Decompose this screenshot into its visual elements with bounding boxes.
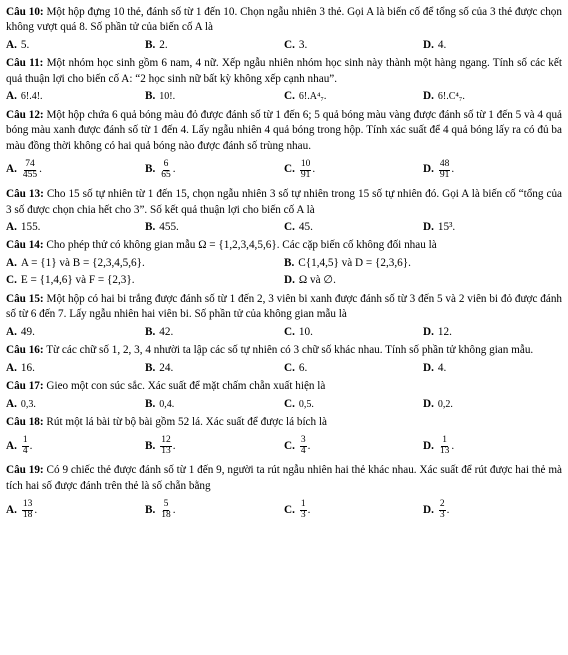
fraction-denominator: 18 bbox=[22, 509, 33, 520]
option-letter: A. bbox=[6, 163, 17, 176]
options-row bbox=[6, 325, 562, 340]
option-suffix: . bbox=[172, 503, 176, 516]
question-17 bbox=[6, 379, 562, 412]
option-suffix: . bbox=[34, 503, 38, 516]
option-value: 0,2. bbox=[437, 398, 453, 410]
question-label: Câu 18: bbox=[6, 415, 44, 428]
option-letter: A. bbox=[6, 439, 17, 452]
question-label: Câu 14: bbox=[6, 239, 44, 252]
option-c bbox=[284, 220, 423, 235]
fraction bbox=[22, 436, 29, 457]
option-letter: A. bbox=[6, 38, 17, 51]
option-value: 24. bbox=[159, 361, 174, 374]
option-letter: A. bbox=[6, 90, 17, 103]
option-letter: B. bbox=[145, 220, 156, 233]
option-letter: C. bbox=[284, 90, 295, 103]
option-value: 0,4. bbox=[159, 398, 175, 410]
option-b bbox=[145, 325, 284, 340]
option-letter: B. bbox=[145, 361, 156, 374]
question-body: Có 9 chiếc thẻ được đánh số từ 1 đến 9, người ta rút ngẫu nhiên hai thẻ khác nhau. Xác suất để rút được hai thẻ mà tích hai số được đánh trên thẻ là số chẵn bằng bbox=[6, 464, 562, 492]
option-value: 6!.A⁴₇. bbox=[298, 91, 327, 103]
option-suffix: . bbox=[307, 503, 311, 516]
option-suffix: . bbox=[172, 439, 176, 452]
question-body: Một nhóm học sinh gồm 6 nam, 4 nữ. Xếp ngẫu nhiên nhóm học sinh này thành một hàng ngang. Tính số các kết quả thuận lợi cho biến cố A: “2 học sinh nữ bất kỳ không xếp cạnh nhau”. bbox=[6, 57, 562, 85]
option-value: 2. bbox=[159, 38, 168, 51]
fraction-denominator: 65 bbox=[161, 169, 171, 180]
fraction-numerator: 1 bbox=[442, 434, 448, 445]
option-letter: B. bbox=[284, 256, 295, 269]
option-letter: A. bbox=[6, 503, 17, 516]
fraction-denominator: 91 bbox=[300, 169, 311, 180]
option-a bbox=[6, 496, 145, 524]
option-letter: B. bbox=[145, 439, 156, 452]
question-13-text bbox=[6, 187, 562, 218]
option-value: 6. bbox=[298, 361, 308, 374]
question-body: Từ các chữ số 1, 2, 3, 4 nhười ta lập các số tự nhiên có 3 chữ số khác nhau. Tính số phần tử không gian mẫu. bbox=[46, 344, 534, 357]
option-suffix: . bbox=[446, 503, 450, 516]
option-suffix: . bbox=[312, 163, 316, 176]
option-letter: D. bbox=[423, 361, 434, 374]
question-14-text bbox=[6, 238, 562, 253]
option-value: 5. bbox=[20, 38, 30, 51]
option-a bbox=[6, 361, 145, 376]
option-letter: D. bbox=[423, 503, 434, 516]
question-body: Rút một lá bài từ bộ bài gồm 52 lá. Xác suất để được lá bích là bbox=[46, 415, 327, 428]
fraction bbox=[439, 160, 451, 181]
question-17-text bbox=[6, 379, 562, 394]
option-b bbox=[284, 256, 562, 271]
option-a bbox=[6, 256, 284, 271]
question-15 bbox=[6, 292, 562, 340]
option-c bbox=[284, 432, 423, 460]
option-letter: D. bbox=[423, 90, 434, 103]
option-letter: B. bbox=[145, 397, 156, 410]
options-row bbox=[6, 89, 562, 104]
option-suffix: . bbox=[451, 163, 455, 176]
fraction-numerator: 10 bbox=[300, 158, 311, 169]
option-value: C{1,4,5} và D = {2,3,6}. bbox=[298, 256, 411, 269]
option-value: 4. bbox=[437, 38, 447, 51]
option-c bbox=[284, 325, 423, 340]
option-suffix: . bbox=[307, 439, 311, 452]
option-value: 3. bbox=[298, 38, 308, 51]
option-letter: D. bbox=[423, 220, 434, 233]
option-value: 45. bbox=[298, 220, 313, 233]
question-label: Câu 10: bbox=[6, 6, 44, 18]
question-16 bbox=[6, 343, 562, 376]
option-letter: A. bbox=[6, 361, 17, 374]
fraction-denominator: 3 bbox=[439, 509, 445, 520]
option-a bbox=[6, 156, 145, 184]
option-letter: D. bbox=[423, 397, 434, 410]
option-letter: B. bbox=[145, 503, 156, 516]
fraction-numerator: 5 bbox=[163, 498, 169, 509]
option-a bbox=[6, 432, 145, 460]
options-row bbox=[6, 397, 562, 412]
question-11-text bbox=[6, 56, 562, 87]
fraction bbox=[439, 436, 451, 457]
option-d bbox=[423, 38, 562, 53]
option-value: 155. bbox=[20, 220, 41, 233]
option-b bbox=[145, 156, 284, 184]
option-b bbox=[145, 89, 284, 104]
option-d bbox=[423, 432, 562, 460]
question-10-text bbox=[6, 5, 562, 36]
option-b bbox=[145, 220, 284, 235]
option-value: 0,5. bbox=[298, 398, 314, 410]
option-c bbox=[284, 496, 423, 524]
options-row bbox=[6, 432, 562, 460]
question-12-text bbox=[6, 108, 562, 154]
option-value: Ω và ∅. bbox=[298, 274, 336, 287]
fraction bbox=[160, 160, 172, 181]
fraction-denominator: 13 bbox=[161, 445, 171, 456]
option-suffix: . bbox=[451, 439, 455, 452]
option-letter: C. bbox=[284, 361, 295, 374]
options-row bbox=[6, 273, 562, 288]
question-label: Câu 15: bbox=[6, 292, 44, 305]
option-letter: C. bbox=[6, 274, 17, 287]
question-16-text bbox=[6, 343, 562, 358]
option-letter: C. bbox=[284, 163, 295, 176]
fraction-denominator: 13 bbox=[439, 445, 450, 456]
question-label: Câu 11: bbox=[6, 57, 44, 70]
question-label: Câu 17: bbox=[6, 380, 44, 393]
options-row bbox=[6, 38, 562, 53]
fraction-denominator: 3 bbox=[300, 509, 306, 520]
option-value: 10!. bbox=[159, 91, 176, 103]
option-d bbox=[284, 273, 562, 288]
fraction-denominator: 4 bbox=[300, 445, 306, 456]
question-13 bbox=[6, 187, 562, 235]
question-11 bbox=[6, 56, 562, 104]
option-value: 0,3. bbox=[20, 398, 36, 410]
fraction bbox=[22, 500, 34, 521]
option-a bbox=[6, 89, 145, 104]
option-d bbox=[423, 397, 562, 412]
fraction bbox=[300, 500, 307, 521]
option-letter: B. bbox=[145, 90, 156, 103]
option-value: 10. bbox=[298, 325, 313, 338]
option-letter: C. bbox=[284, 439, 295, 452]
option-value: 455. bbox=[159, 220, 179, 233]
question-18-text bbox=[6, 415, 562, 430]
option-d bbox=[423, 325, 562, 340]
option-letter: D. bbox=[423, 439, 434, 452]
options-row bbox=[6, 496, 562, 524]
fraction-numerator: 1 bbox=[22, 434, 28, 445]
options-row bbox=[6, 220, 562, 235]
question-label: Câu 13: bbox=[6, 188, 44, 201]
option-suffix: . bbox=[39, 163, 42, 176]
option-letter: C. bbox=[284, 397, 295, 410]
option-a bbox=[6, 325, 145, 340]
option-b bbox=[145, 496, 284, 524]
option-value: 16. bbox=[20, 361, 35, 374]
option-letter: D. bbox=[284, 274, 295, 287]
fraction-numerator: 74 bbox=[25, 158, 35, 169]
fraction-denominator: 4 bbox=[22, 445, 28, 456]
question-body: Một hộp có hai bi trắng được đánh số từ 1 đến 2, 3 viên bi xanh được đánh số từ 3 đến 5 và 2 viên bi đỏ được đánh số từ 6 đến 7. Lấy ngẫu nhiên hai viên bi. Số phần tử của không gian mẫu là bbox=[6, 292, 563, 321]
option-b bbox=[145, 397, 284, 412]
question-19-text bbox=[6, 463, 562, 494]
fraction-numerator: 1 bbox=[300, 498, 306, 509]
option-letter: B. bbox=[145, 38, 156, 51]
question-19 bbox=[6, 463, 562, 524]
fraction-numerator: 3 bbox=[300, 434, 306, 445]
option-letter: D. bbox=[423, 38, 434, 51]
fraction bbox=[439, 500, 446, 521]
question-15-text bbox=[6, 292, 562, 323]
option-value: A = {1} và B = {2,3,4,5,6}. bbox=[20, 256, 145, 269]
option-suffix: . bbox=[172, 163, 176, 176]
fraction-numerator: 13 bbox=[22, 498, 33, 509]
option-value: 4. bbox=[437, 361, 447, 374]
fraction bbox=[300, 436, 307, 457]
option-d bbox=[423, 496, 562, 524]
option-value: 6!.C⁴₇. bbox=[437, 91, 465, 103]
fraction-numerator: 12 bbox=[161, 434, 171, 445]
question-body: Một hộp đựng 10 thẻ, đánh số từ 1 đến 10. Chọn ngẫu nhiên 3 thẻ. Gọi A là biến cố để tổng số của 3 thẻ được chọn không vượt quá 8. Số phần tử của biến cố A là bbox=[6, 6, 562, 34]
option-d bbox=[423, 156, 562, 184]
option-d bbox=[423, 220, 562, 235]
question-label: Câu 12: bbox=[6, 108, 44, 121]
option-letter: C. bbox=[284, 325, 295, 338]
fraction-denominator: 455 bbox=[22, 169, 38, 180]
option-value: 42. bbox=[159, 325, 174, 338]
options-row bbox=[6, 361, 562, 376]
option-value: 6!.4!. bbox=[20, 91, 43, 103]
option-letter: A. bbox=[6, 325, 17, 338]
fraction-denominator: 91 bbox=[439, 169, 450, 180]
options-row bbox=[6, 256, 562, 271]
option-c bbox=[284, 397, 423, 412]
fraction bbox=[22, 160, 38, 181]
question-12 bbox=[6, 108, 562, 184]
question-body: Gieo một con súc sắc. Xác suất để mặt chấm chẵn xuất hiện là bbox=[46, 380, 326, 393]
option-a bbox=[6, 397, 145, 412]
option-a bbox=[6, 220, 145, 235]
option-b bbox=[145, 432, 284, 460]
option-value: 49. bbox=[20, 325, 35, 338]
option-c bbox=[284, 361, 423, 376]
fraction-numerator: 48 bbox=[439, 158, 450, 169]
option-letter: C. bbox=[284, 220, 295, 233]
fraction-denominator: 18 bbox=[161, 509, 171, 520]
option-b bbox=[145, 361, 284, 376]
option-letter: D. bbox=[423, 163, 434, 176]
option-value: E = {1,4,6} và F = {2,3}. bbox=[20, 274, 135, 287]
option-letter: A. bbox=[6, 397, 17, 410]
option-value: 12. bbox=[437, 325, 452, 338]
fraction-numerator: 2 bbox=[439, 498, 445, 509]
option-letter: D. bbox=[423, 325, 434, 338]
option-value: 15³. bbox=[437, 220, 456, 233]
question-body: Cho 15 số tự nhiên từ 1 đến 15, chọn ngẫu nhiên 3 số tự nhiên trong 15 số tự nhiên đó. Gọi A là biến cố “tổng của 3 số được chọn chia hết cho 3”. Số kết quả thuận lợi cho biến cố A là bbox=[6, 188, 563, 216]
fraction bbox=[300, 160, 312, 181]
question-10 bbox=[6, 5, 562, 53]
option-letter: B. bbox=[145, 325, 156, 338]
options-row bbox=[6, 156, 562, 184]
option-c bbox=[284, 38, 423, 53]
option-c bbox=[6, 273, 284, 288]
question-18 bbox=[6, 415, 562, 460]
option-letter: C. bbox=[284, 38, 295, 51]
option-letter: C. bbox=[284, 503, 295, 516]
option-letter: A. bbox=[6, 220, 17, 233]
question-label: Câu 19: bbox=[6, 464, 44, 477]
option-c bbox=[284, 89, 423, 104]
option-d bbox=[423, 361, 562, 376]
option-a bbox=[6, 38, 145, 53]
option-letter: A. bbox=[6, 256, 17, 269]
question-14 bbox=[6, 238, 562, 288]
option-letter: B. bbox=[145, 163, 156, 176]
option-suffix: . bbox=[29, 439, 33, 452]
fraction bbox=[160, 500, 172, 521]
option-b bbox=[145, 38, 284, 53]
fraction-numerator: 6 bbox=[163, 158, 169, 169]
question-body: Một hộp chứa 6 quả bóng màu đỏ được đánh số từ 1 đến 6; 5 quả bóng màu vàng được đánh số từ 1 đến 5 và 4 quả bóng màu xanh được đánh số từ 1 đến 4. Lấy ngẫu nhiên 4 quả bóng trong hộp. Tính xác suất để 4 quả bóng lấy ra có đủ ba màu đồng thời không có hai quả bóng nào được đánh số trùng nhau. bbox=[6, 108, 563, 152]
question-label: Câu 16: bbox=[6, 344, 44, 357]
fraction bbox=[160, 436, 172, 457]
question-body: Cho phép thử có không gian mẫu Ω = {1,2,3,4,5,6}. Các cặp biến cố không đối nhau là bbox=[46, 239, 437, 252]
option-d bbox=[423, 89, 562, 104]
option-c bbox=[284, 156, 423, 184]
